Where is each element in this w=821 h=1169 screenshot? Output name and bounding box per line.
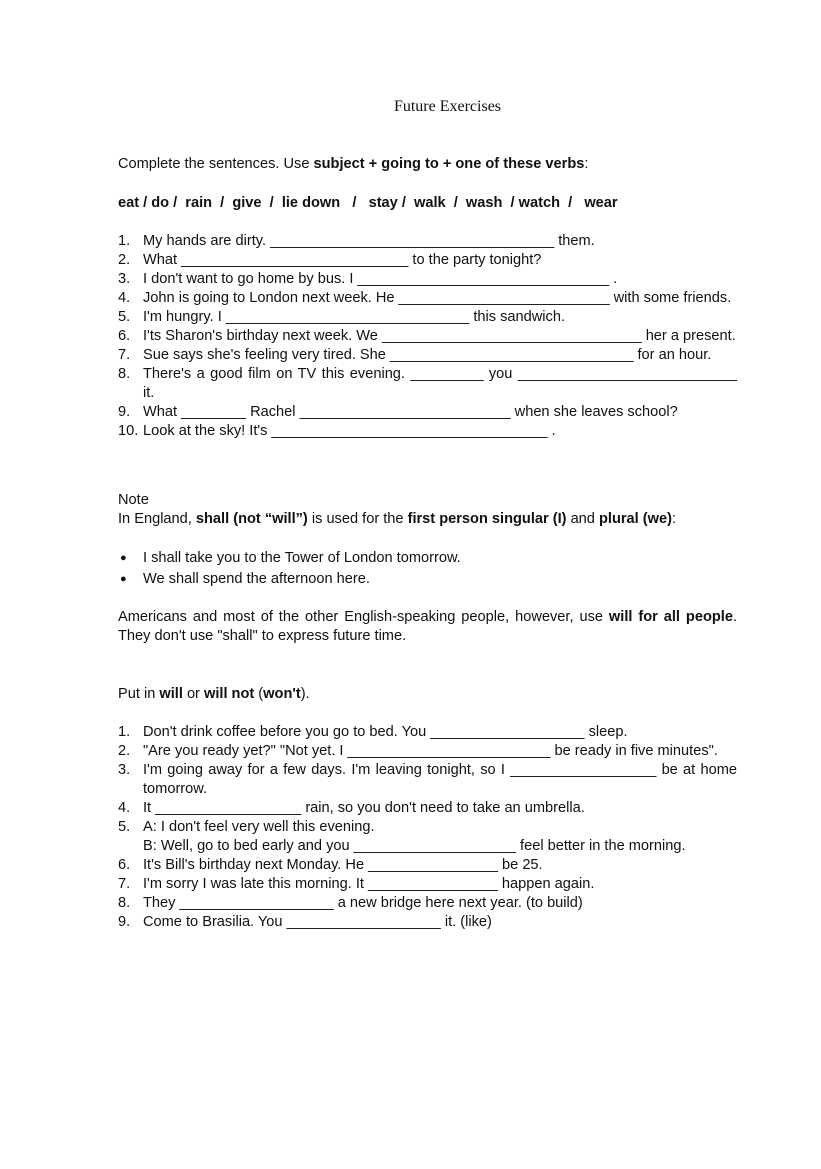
t: Put in [118,686,160,702]
exercise-item [118,875,737,894]
exercise-item [118,894,737,913]
item-number: 4. [118,290,131,306]
item-number: 7. [118,347,131,363]
t: In England, [118,511,196,527]
instruction-2 [118,685,737,704]
instruction-1 [118,155,737,174]
item-text: I don't want to go home by bus. I _______________________________ . [143,271,618,287]
item-text: Look at the sky! It's __________________________________ . [143,423,556,439]
exercise-item [118,327,737,346]
t: : [671,511,677,527]
item-number: 1. [118,233,131,249]
item-number: 7. [118,876,131,892]
note-paragraph-2 [118,608,737,646]
t: is used for the [307,511,408,527]
t: Americans and most of the other English-speaking people, however, use [118,609,609,625]
item-text: Come to Brasilia. You ___________________ it. (like) [143,914,492,930]
item-number: 2. [118,252,131,268]
item-text: I'm going away for a few days. I'm leaving tonight, so I __________________ be at home tomorrow. [143,762,737,797]
item-text: A: I don't feel very well this evening. [143,819,375,835]
item-number: 5. [118,819,131,835]
exercise-item [118,346,737,365]
instruction-end: : [584,156,589,172]
item-text: It __________________ rain, so you don't need to take an umbrella. [143,800,585,816]
exercise-item [118,761,737,799]
item-number: 3. [118,271,131,287]
exercise-item [118,742,737,761]
note-heading: Note [118,492,149,508]
note-bullets [118,548,737,590]
t: first person singular (I) [407,511,567,527]
exercise-item [118,365,737,403]
exercise-2-list [118,723,737,972]
item-text: They ___________________ a new bridge here next year. (to build) [143,895,583,911]
exercise-item [118,799,737,818]
verb-list: eat / do / rain / give / lie down / stay / walk / wash / watch / wear [118,195,618,211]
exercise-item [118,913,737,932]
item-number: 9. [118,404,131,420]
item-text: I'm sorry I was late this morning. It ________________ happen again. [143,876,595,892]
item-text: I'm hungry. I ______________________________ this sandwich. [143,309,566,325]
exercise-item [118,232,737,251]
exercise-item [118,270,737,289]
t: . They don't use "shall" to express future time. [118,609,738,644]
t: shall (not “will”) [195,511,308,527]
bullet-item [118,548,737,569]
t: plural (we) [598,511,672,527]
exercise-item [118,422,737,441]
item-text: Don't drink coffee before you go to bed. You ___________________ sleep. [143,724,628,740]
item-number: 5. [118,309,131,325]
exercise-item [118,818,737,856]
item-text: It's Bill's birthday next Monday. He ________________ be 25. [143,857,543,873]
exercise-item [118,403,737,422]
item-number: 2. [118,743,131,759]
item-text-2: B: Well, go to bed early and you ____________________ feel better in the morning. [143,838,686,854]
exercise-item [118,289,737,308]
item-text: John is going to London next week. He __________________________ with some friends. [143,290,732,306]
item-text: "Are you ready yet?" "Not yet. I _________________________ be ready in five minutes". [143,743,718,759]
item-number: 3. [118,762,131,778]
item-number: 8. [118,366,131,382]
item-number: 8. [118,895,131,911]
t: or [182,686,204,702]
t: will not [203,686,255,702]
t: won't [263,686,301,702]
exercise-1-list [118,232,737,441]
item-number: 4. [118,800,131,816]
bullet-icon: ● [120,552,127,564]
item-text: I'ts Sharon's birthday next week. We ________________________________ her a present. [143,328,736,344]
exercise-item [118,856,737,875]
item-text: What ________ Rachel __________________________ when she leaves school? [143,404,678,420]
item-number: 6. [118,857,131,873]
instruction-text: Complete the sentences. Use [118,156,314,172]
item-text: What ____________________________ to the party tonight? [143,252,542,268]
page-title: Future Exercises [393,98,502,115]
bullet-text: I shall take you to the Tower of London tomorrow. [143,550,461,566]
item-text: There's a good film on TV this evening. _________ you ___________________________ it. [143,366,737,401]
item-number: 6. [118,328,131,344]
t: ( [254,686,264,702]
item-number: 10. [118,423,139,439]
item-text: Sue says she's feeling very tired. She ______________________________ for an hour. [143,347,712,363]
bullet-icon: ● [120,573,127,585]
note-paragraph-1 [118,510,737,529]
t: will [159,686,183,702]
item-text: My hands are dirty. ___________________________________ them. [143,233,595,249]
t: ). [300,686,310,702]
bullet-item [118,569,737,590]
t: will for all people [608,609,733,625]
exercise-item [118,251,737,270]
item-number: 9. [118,914,131,930]
exercise-item [118,308,737,327]
item-number: 1. [118,724,131,740]
exercise-item [118,723,737,742]
t: and [566,511,599,527]
instruction-bold: subject + going to + one of these verbs [313,156,585,172]
bullet-text: We shall spend the afternoon here. [143,571,370,587]
